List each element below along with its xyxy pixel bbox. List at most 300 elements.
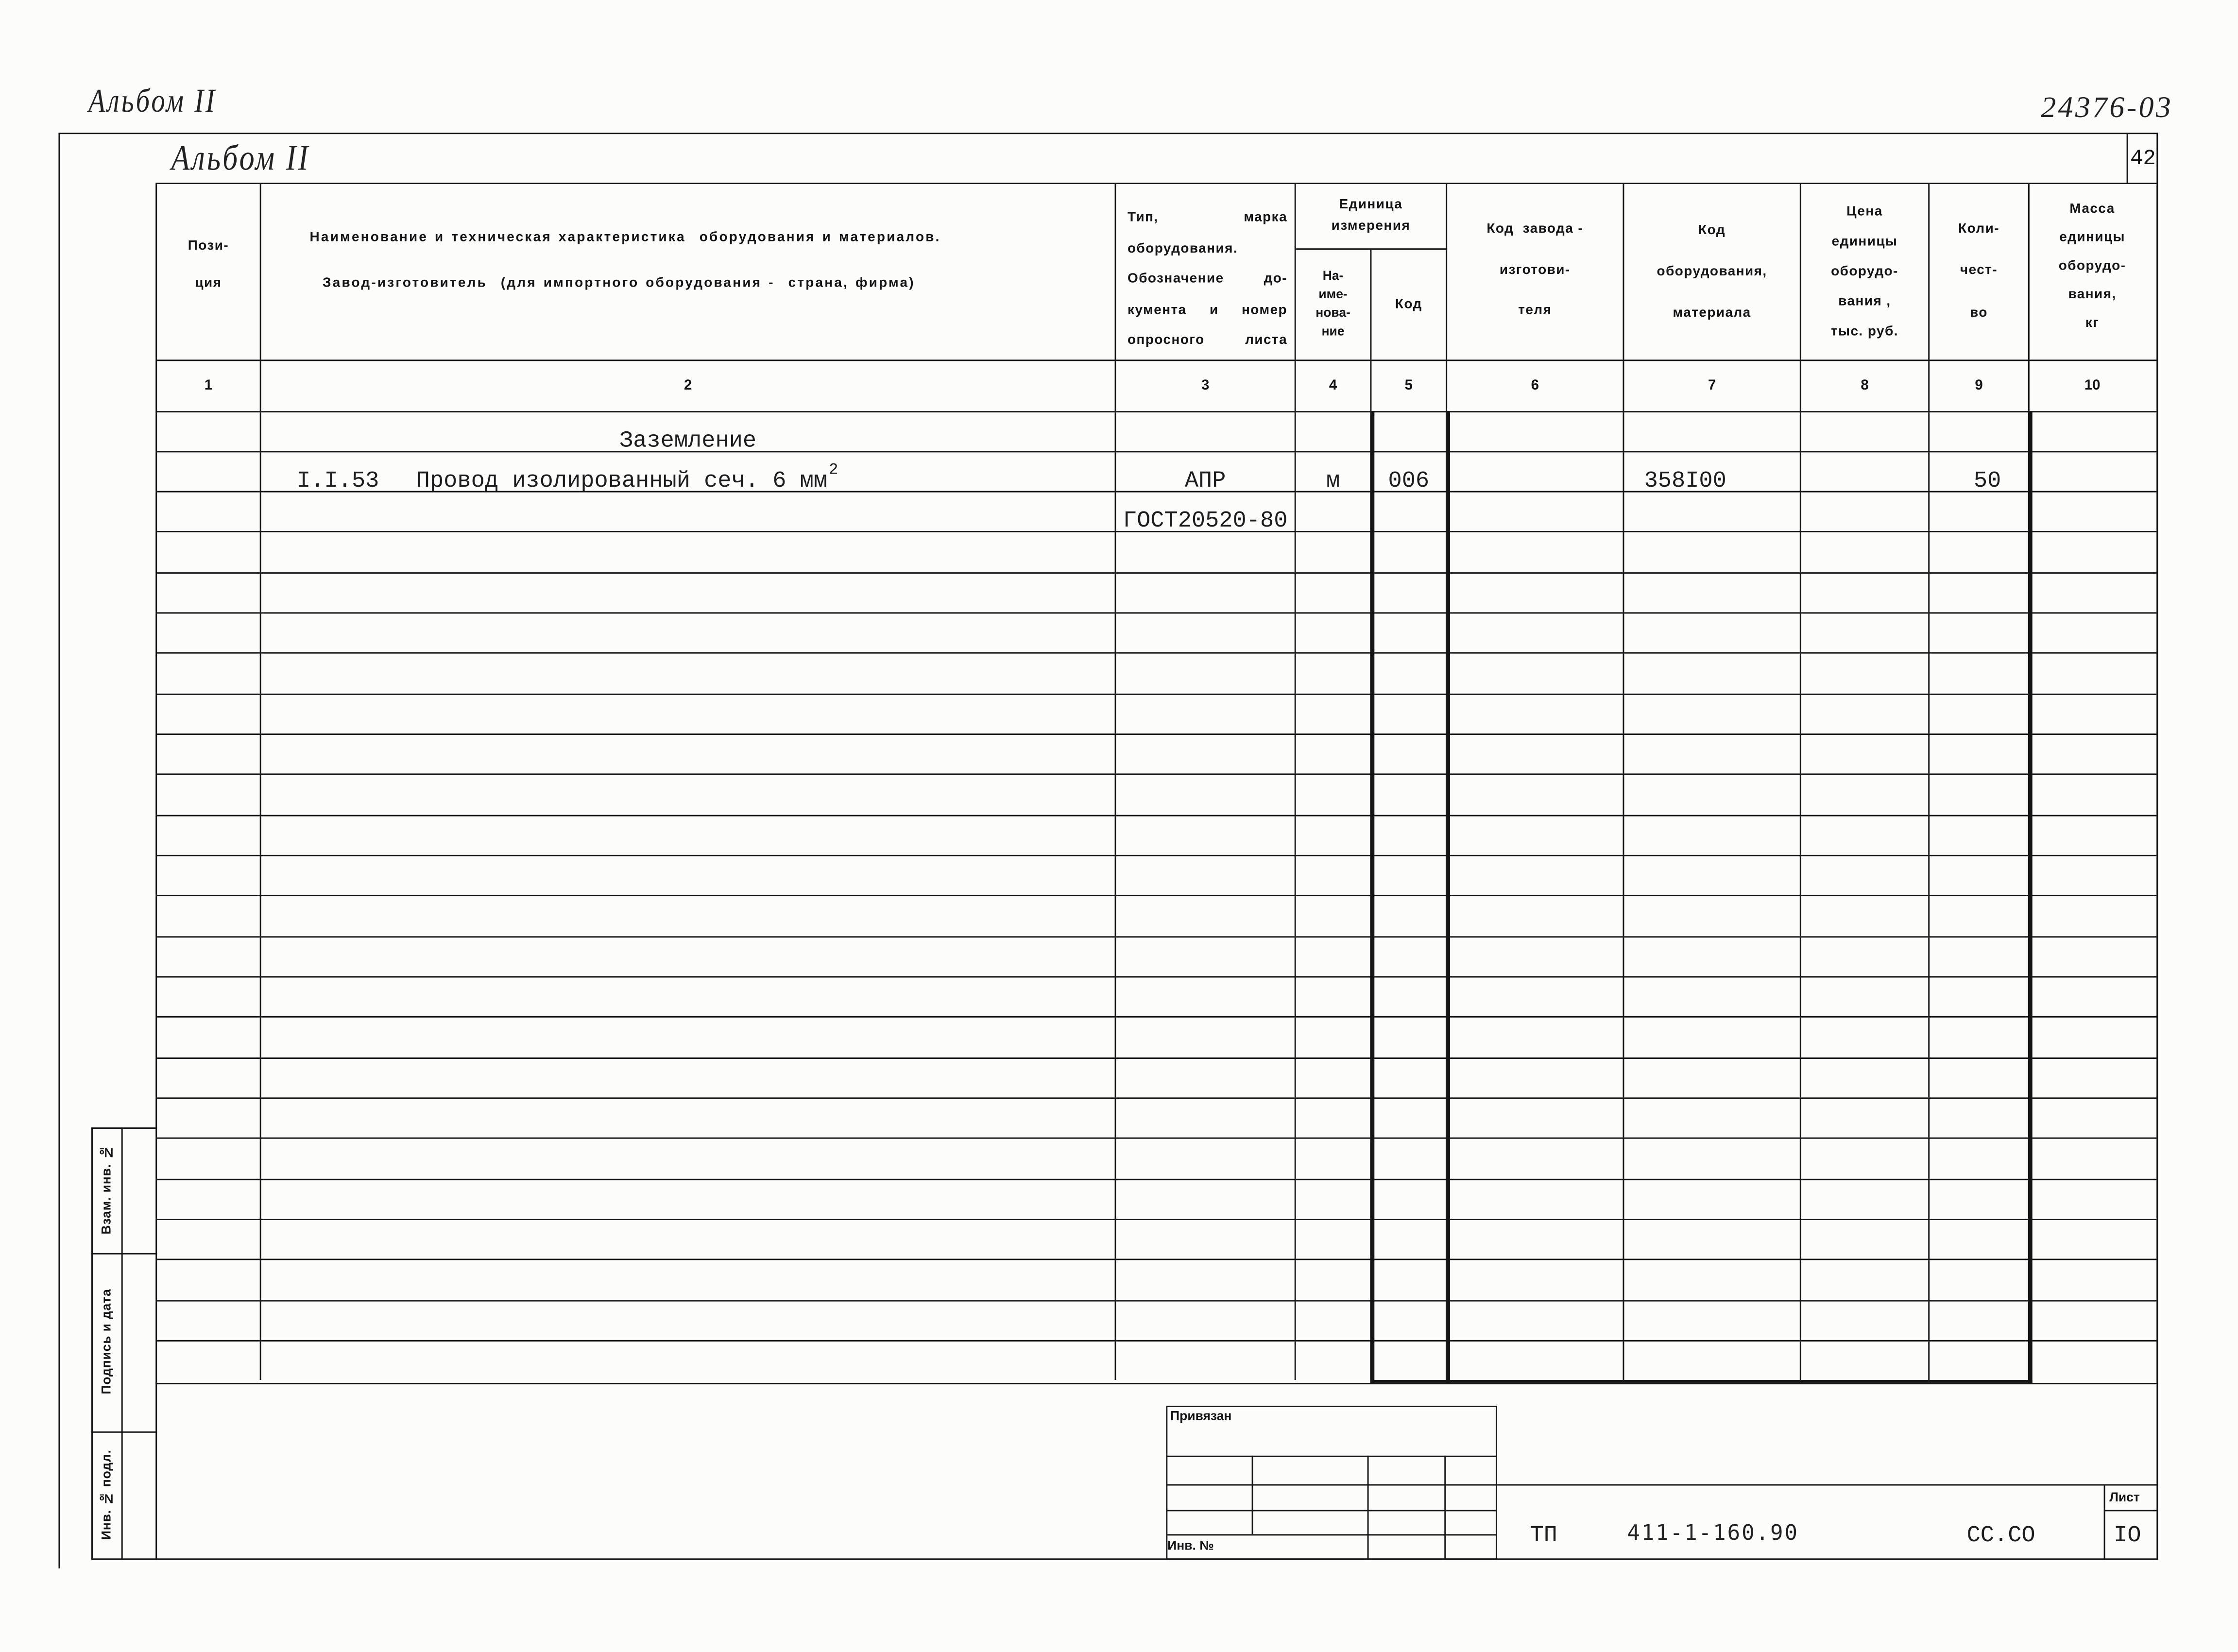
cell-unit-mass — [2030, 614, 2155, 653]
cell-unit-name — [1296, 654, 1372, 693]
cell-type-mark — [1116, 1180, 1296, 1219]
cell-unit-mass — [2030, 654, 2155, 693]
cell-unit-mass — [2030, 978, 2155, 1017]
cell-equipment-code — [1624, 654, 1801, 693]
cell-unit-price — [1801, 1220, 1930, 1259]
cell-unit-code — [1371, 1018, 1447, 1057]
cell-unit-code — [1371, 533, 1447, 572]
cell-equipment-code — [1624, 695, 1801, 733]
cell-unit-price — [1801, 856, 1930, 895]
table-row — [157, 856, 2156, 897]
cell-maker-code — [1447, 1220, 1624, 1259]
project-number: 411-1-160.90 — [1627, 1519, 1799, 1546]
table-header — [157, 184, 2156, 359]
cell-position — [157, 695, 261, 733]
cell-unit-price — [1801, 574, 1930, 613]
cell-name — [261, 493, 1116, 531]
table-row — [157, 574, 2156, 614]
cell-unit-code — [1371, 654, 1447, 693]
signature-date-label: Подпись и дата — [99, 1289, 114, 1395]
cell-position — [157, 937, 261, 976]
cell-unit-name — [1296, 1099, 1372, 1138]
cell-unit-code — [1371, 1099, 1447, 1138]
sheet-box-line — [2103, 1483, 2105, 1559]
cell-maker-code — [1447, 412, 1624, 451]
cell-position — [157, 1099, 261, 1138]
cell-quantity — [1930, 493, 2030, 531]
cell-position — [157, 1018, 261, 1057]
cell-equipment-code — [1624, 412, 1801, 451]
cell-type-mark — [1116, 1018, 1296, 1057]
table-row — [157, 452, 2156, 493]
cell-name — [261, 1018, 1116, 1057]
section-title: Заземление — [261, 412, 1116, 451]
cell-type-mark — [1116, 614, 1296, 653]
cell-equipment-code — [1624, 533, 1801, 572]
table-row — [157, 533, 2156, 573]
column-number: 5 — [1371, 360, 1447, 410]
cell-unit-name — [1296, 1260, 1372, 1299]
cell-maker-code — [1447, 574, 1624, 613]
cell-quantity — [1930, 1099, 2030, 1138]
cell-type-mark — [1116, 1099, 1296, 1138]
cell-name — [261, 533, 1116, 572]
original-inventory-label: Инв. № подл. — [99, 1449, 114, 1540]
cell-unit-price — [1801, 937, 1930, 976]
cell-unit-name — [1296, 533, 1372, 572]
title-block-line — [1166, 1509, 1496, 1511]
cell-unit-price — [1801, 735, 1930, 774]
cell-quantity — [1930, 1342, 2030, 1380]
cell-equipment-code — [1624, 1342, 1801, 1380]
cell-name — [261, 1260, 1116, 1299]
cell-position — [157, 1301, 261, 1340]
cell-unit-code — [1371, 856, 1447, 895]
cell-quantity — [1930, 1260, 2030, 1299]
cell-maker-code — [1447, 1140, 1624, 1178]
unit-code-right-thick-line — [1446, 411, 1450, 1383]
cell-equipment-code — [1624, 897, 1801, 936]
cell-unit-price — [1801, 412, 1930, 451]
table-row — [157, 695, 2156, 735]
cell-position — [157, 493, 261, 531]
sheet-value: IO — [2114, 1522, 2141, 1549]
table-row — [157, 735, 2156, 775]
frame-inner-left-line — [155, 1381, 157, 1559]
cell-unit-name — [1296, 937, 1372, 976]
cell-maker-code — [1447, 614, 1624, 653]
cell-unit-name — [1296, 816, 1372, 855]
cell-maker-code — [1447, 1018, 1624, 1057]
cell-position — [157, 1140, 261, 1178]
cell-quantity — [1930, 776, 2030, 815]
cell-position — [157, 856, 261, 895]
specification-table — [155, 182, 2158, 1384]
cell-unit-mass — [2030, 533, 2155, 572]
cell-equipment-code — [1624, 614, 1801, 653]
cell-position — [157, 897, 261, 936]
cell-unit-name — [1296, 1301, 1372, 1340]
mass-column-thick-line — [2028, 411, 2032, 1383]
linked-label: Привязан — [1170, 1408, 1232, 1423]
cell-unit-price — [1801, 614, 1930, 653]
cell-unit-price — [1801, 695, 1930, 733]
cell-unit-mass — [2030, 1140, 2155, 1178]
cell-unit-name — [1296, 1220, 1372, 1259]
cell-name — [261, 1180, 1116, 1219]
cell-unit-code — [1371, 978, 1447, 1017]
table-row — [157, 978, 2156, 1018]
column-number: 7 — [1624, 360, 1801, 410]
cell-position — [157, 452, 261, 491]
drawing-mark: СС.СО — [1966, 1522, 2035, 1549]
sheet-number: 42 — [2130, 146, 2156, 171]
header-type-mark-line: опросного листа — [1128, 332, 1288, 348]
document-code: 24376-03 — [2041, 90, 2173, 124]
cell-unit-code — [1371, 776, 1447, 815]
cell-maker-code — [1447, 493, 1624, 531]
cell-unit-price — [1801, 493, 1930, 531]
cell-unit-mass — [2030, 1058, 2155, 1097]
cell-unit-mass — [2030, 1342, 2155, 1380]
cell-unit-name — [1296, 1140, 1372, 1178]
table-row — [157, 816, 2156, 856]
item-reference: I.I.53 — [297, 468, 379, 494]
cell-unit-price — [1801, 452, 1930, 491]
cell-unit-price — [1801, 533, 1930, 572]
cell-quantity — [1930, 1301, 2030, 1340]
cell-unit-code — [1371, 1260, 1447, 1299]
header-type-mark-line: кумента и номер — [1128, 302, 1288, 318]
header-equipment-code: Код оборудования, материала — [1624, 184, 1801, 359]
sheet-label: Лист — [2109, 1490, 2140, 1504]
table-row — [157, 1099, 2156, 1139]
cell-unit-price — [1801, 1301, 1930, 1340]
cell-equipment-code — [1624, 735, 1801, 774]
cell-unit-name — [1296, 735, 1372, 774]
column-number: 1 — [157, 360, 261, 410]
cell-name — [261, 1099, 1116, 1138]
cell-type-mark — [1116, 1260, 1296, 1299]
cell-unit-code — [1371, 897, 1447, 936]
cell-unit-mass — [2030, 1099, 2155, 1138]
cell-unit-name — [1296, 574, 1372, 613]
cell-unit-code — [1371, 816, 1447, 855]
table-row — [157, 1260, 2156, 1301]
cell-unit-price — [1801, 978, 1930, 1017]
linked-box — [1165, 1405, 1497, 1559]
cell-unit-code: 006 — [1371, 452, 1447, 491]
sheet-number-box-line — [2126, 133, 2128, 183]
table-row — [157, 493, 2156, 533]
table-row — [157, 1180, 2156, 1220]
cell-type-mark — [1116, 978, 1296, 1017]
header-unit-name: На- име- нова- ние — [1296, 249, 1372, 359]
item-name: Провод изолированный сеч. 6 мм — [416, 468, 828, 494]
cell-maker-code — [1447, 937, 1624, 976]
header-quantity: Коли- чест- во — [1930, 184, 2030, 359]
cell-unit-price — [1801, 1260, 1930, 1299]
cell-unit-name — [1296, 614, 1372, 653]
album-note-frame: Альбом II — [171, 138, 310, 178]
cell-unit-code — [1371, 412, 1447, 451]
column-number: 2 — [261, 360, 1116, 410]
frame-left-line — [58, 133, 60, 1568]
cell-unit-price — [1801, 1140, 1930, 1178]
cell-unit-code — [1371, 1220, 1447, 1259]
title-block-line — [1444, 1455, 1446, 1559]
cell-unit-mass — [2030, 1180, 2155, 1219]
cell-position — [157, 978, 261, 1017]
cell-unit-mass — [2030, 816, 2155, 855]
header-type-mark — [1116, 184, 1296, 359]
cell-quantity — [1930, 1220, 2030, 1259]
cell-unit-name — [1296, 897, 1372, 936]
cell-equipment-code — [1624, 1301, 1801, 1340]
cell-name — [261, 574, 1116, 613]
cell-equipment-code — [1624, 816, 1801, 855]
cell-position — [157, 735, 261, 774]
cell-maker-code — [1447, 776, 1624, 815]
cell-equipment-code — [1624, 493, 1801, 531]
cell-unit-name — [1296, 493, 1372, 531]
cell-unit-code — [1371, 493, 1447, 531]
cell-quantity — [1930, 856, 2030, 895]
title-block-line — [1252, 1455, 1254, 1534]
header-position: Пози- ция — [157, 184, 261, 359]
header-manufacturer-line: Завод-изготовитель (для импортного оборудования - страна, фирма) — [322, 274, 915, 290]
header-type-mark-line: Обозначение до- — [1128, 271, 1288, 287]
cell-quantity — [1930, 412, 2030, 451]
table-row — [157, 1342, 2156, 1380]
cell-unit-price — [1801, 1058, 1930, 1097]
cell-unit-code — [1371, 614, 1447, 653]
inventory-label: Инв. № — [1167, 1538, 1214, 1553]
cell-name — [261, 1220, 1116, 1259]
cell-quantity — [1930, 1140, 2030, 1178]
cell-type-mark — [1116, 735, 1296, 774]
cell-quantity — [1930, 937, 2030, 976]
cell-equipment-code — [1624, 1260, 1801, 1299]
unit-superscript: 2 — [828, 462, 838, 480]
title-block-line — [1496, 1483, 2158, 1485]
cell-maker-code — [1447, 856, 1624, 895]
cell-type-mark — [1116, 1058, 1296, 1097]
cell-unit-mass — [2030, 695, 2155, 733]
column-numbers-row — [157, 359, 2156, 410]
cell-type-mark — [1116, 816, 1296, 855]
cell-equipment-code — [1624, 1058, 1801, 1097]
cell-maker-code — [1447, 654, 1624, 693]
cell-quantity — [1930, 1058, 2030, 1097]
cell-unit-mass — [2030, 937, 2155, 976]
cell-equipment-code: 358I00 — [1624, 452, 1801, 491]
header-name — [261, 184, 1116, 359]
cell-unit-code — [1371, 1301, 1447, 1340]
title-block-line — [1166, 1533, 1496, 1535]
cell-equipment-code — [1624, 574, 1801, 613]
cell-unit-name — [1296, 1058, 1372, 1097]
cell-position — [157, 1058, 261, 1097]
cell-unit-code — [1371, 574, 1447, 613]
cell-unit-price — [1801, 1180, 1930, 1219]
cell-equipment-code — [1624, 1099, 1801, 1138]
cell-quantity — [1930, 614, 2030, 653]
column-number: 4 — [1296, 360, 1372, 410]
cell-unit-mass — [2030, 1301, 2155, 1340]
cell-maker-code — [1447, 1260, 1624, 1299]
cell-maker-code — [1447, 1180, 1624, 1219]
cell-unit-code — [1371, 1180, 1447, 1219]
cell-maker-code — [1447, 1342, 1624, 1380]
cell-name — [261, 978, 1116, 1017]
cell-maker-code — [1447, 695, 1624, 733]
cell-name — [261, 897, 1116, 936]
cell-unit-name — [1296, 1342, 1372, 1380]
cell-name — [261, 1301, 1116, 1340]
cell-name — [261, 1140, 1116, 1178]
cell-unit-mass — [2030, 1220, 2155, 1259]
header-unit-mass: Масса единицы оборудо- вания, кг — [2058, 200, 2126, 331]
cell-type-mark — [1116, 897, 1296, 936]
cell-type-mark — [1116, 1220, 1296, 1259]
cell-unit-mass — [2030, 452, 2155, 491]
cell-type-mark — [1116, 1301, 1296, 1340]
cell-position — [157, 1180, 261, 1219]
cell-name — [261, 816, 1116, 855]
cell-position — [157, 574, 261, 613]
column-number: 10 — [2084, 377, 2101, 393]
column-number: 8 — [1801, 360, 1930, 410]
header-maker-code: Код завода - изготови- теля — [1447, 184, 1624, 359]
cell-unit-mass — [2030, 735, 2155, 774]
series-code: ТП — [1530, 1522, 1557, 1549]
column-number: 3 — [1116, 360, 1296, 410]
table-row — [157, 654, 2156, 695]
cell-unit-mass — [2030, 1260, 2155, 1299]
cell-maker-code — [1447, 1099, 1624, 1138]
column-number: 9 — [1930, 360, 2030, 410]
header-type-mark-line: Тип, марка — [1128, 209, 1288, 226]
cell-position — [157, 1260, 261, 1299]
cell-name — [261, 1058, 1116, 1097]
cell-unit-mass — [2030, 574, 2155, 613]
cell-unit-code — [1371, 937, 1447, 976]
cell-unit-code — [1371, 735, 1447, 774]
cell-unit-name — [1296, 695, 1372, 733]
title-block-line — [1166, 1483, 1496, 1485]
header-name-line: Наименование и техническая характеристика оборудования и материалов. — [309, 229, 941, 245]
cell-unit-name — [1296, 1180, 1372, 1219]
cell-maker-code — [1447, 897, 1624, 936]
table-row — [157, 614, 2156, 654]
table-row — [157, 937, 2156, 978]
cell-unit-code — [1371, 1058, 1447, 1097]
cell-unit-code — [1371, 1342, 1447, 1380]
table-row — [157, 1018, 2156, 1058]
cell-equipment-code — [1624, 937, 1801, 976]
album-note-top: Альбом II — [88, 81, 217, 120]
cell-type-mark — [1116, 856, 1296, 895]
sheet-box-line — [2103, 1509, 2158, 1511]
cell-position — [157, 1220, 261, 1259]
cell-maker-code — [1447, 452, 1624, 491]
cell-equipment-code — [1624, 978, 1801, 1017]
cell-name — [261, 735, 1116, 774]
cell-position — [157, 816, 261, 855]
header-unit-group: Единица измерения — [1296, 184, 1447, 249]
cell-equipment-code — [1624, 1018, 1801, 1057]
cell-unit-name: м — [1296, 452, 1372, 491]
cell-type-mark: АПР — [1116, 452, 1296, 491]
cell-maker-code — [1447, 1301, 1624, 1340]
cell-maker-code — [1447, 816, 1624, 855]
cell-type-mark — [1116, 574, 1296, 613]
table-row — [157, 1301, 2156, 1342]
title-block-line — [1166, 1455, 1496, 1457]
cell-unit-price — [1801, 1099, 1930, 1138]
cell-position — [157, 654, 261, 693]
cell-quantity — [1930, 816, 2030, 855]
table-row — [157, 897, 2156, 937]
cell-position — [157, 776, 261, 815]
side-stamp-line — [120, 1127, 122, 1559]
cell-quantity — [1930, 574, 2030, 613]
table-row — [157, 1220, 2156, 1260]
cell-equipment-code — [1624, 1220, 1801, 1259]
frame-bottom-line — [91, 1558, 2158, 1560]
cell-unit-mass — [2030, 493, 2155, 531]
cell-unit-mass — [2030, 776, 2155, 815]
cell-unit-mass — [2030, 1018, 2155, 1057]
cell-type-mark — [1116, 937, 1296, 976]
cell-quantity — [1930, 1018, 2030, 1057]
cell-unit-name — [1296, 978, 1372, 1017]
cell-name — [261, 776, 1116, 815]
cell-quantity — [1930, 695, 2030, 733]
cell-type-mark — [1116, 412, 1296, 451]
cell-unit-mass — [2030, 412, 2155, 451]
cell-name — [261, 452, 1116, 494]
table-body — [157, 410, 2156, 1381]
table-row — [157, 412, 2156, 452]
cell-unit-price — [1801, 1018, 1930, 1057]
title-block-line — [1367, 1455, 1368, 1559]
unit-code-left-thick-line — [1370, 411, 1374, 1383]
frame-top-line — [58, 133, 2158, 135]
table-bottom-thick-line — [1370, 1380, 2032, 1383]
cell-type-mark — [1116, 695, 1296, 733]
cell-unit-code — [1371, 695, 1447, 733]
replaced-inventory-label: Взам. инв. № — [99, 1145, 114, 1235]
cell-maker-code — [1447, 533, 1624, 572]
cell-name — [261, 654, 1116, 693]
cell-name — [261, 614, 1116, 653]
header-unit-price: Цена единицы оборудо- вания , тыс. руб. — [1801, 184, 1930, 359]
cell-unit-price — [1801, 816, 1930, 855]
cell-unit-price — [1801, 654, 1930, 693]
cell-equipment-code — [1624, 856, 1801, 895]
cell-unit-price — [1801, 897, 1930, 936]
cell-unit-code — [1371, 1140, 1447, 1178]
cell-name — [261, 937, 1116, 976]
header-type-mark-line: оборудования. — [1128, 240, 1238, 256]
cell-equipment-code — [1624, 776, 1801, 815]
cell-type-mark — [1116, 1342, 1296, 1380]
cell-position — [157, 1342, 261, 1380]
cell-quantity — [1930, 533, 2030, 572]
column-number: 6 — [1447, 360, 1624, 410]
